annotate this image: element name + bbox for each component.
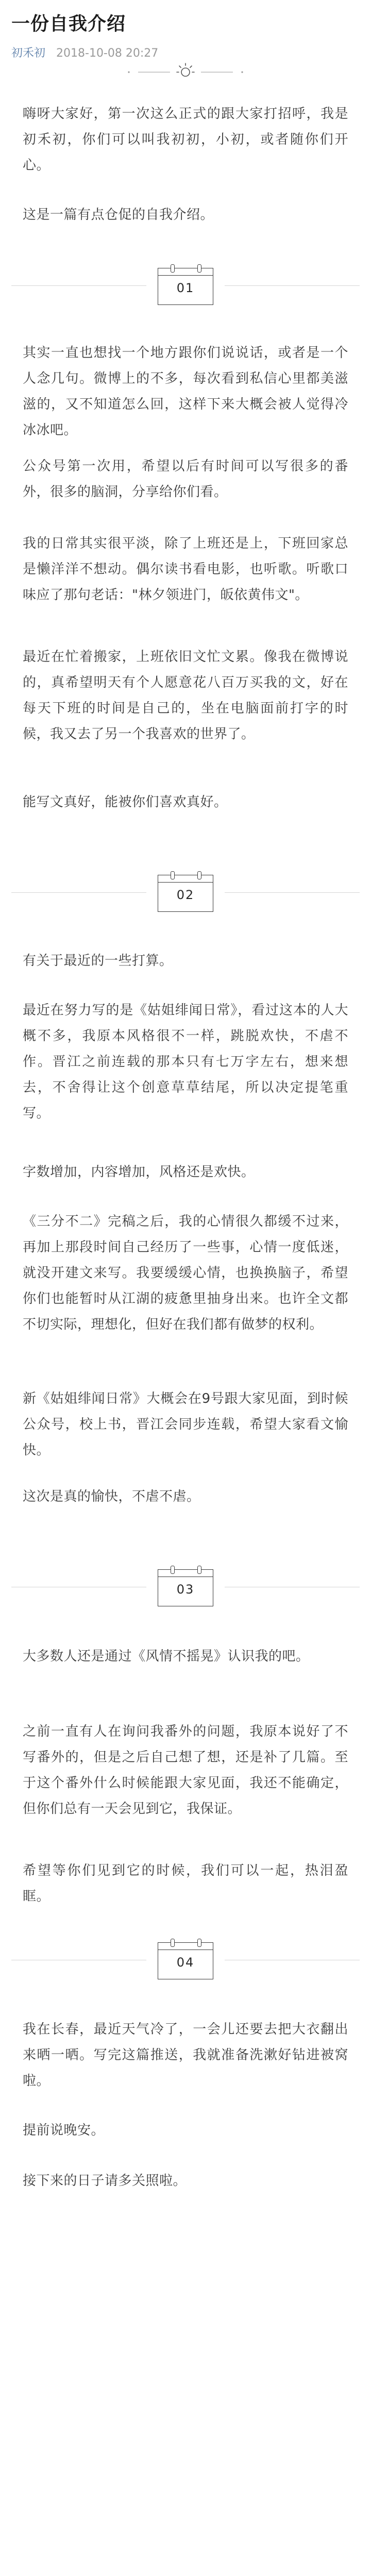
calendar-icon (158, 875, 213, 912)
section-paragraph: 新《姑姐绯闻日常》大概会在9号跟大家见面，到时候公众号，校上书，晋江会同步连载，希望大家看文愉快。 (23, 1391, 348, 1458)
intro-paragraph: 嗨呀大家好，第一次这么正式的跟大家打招呼，我是初禾初，你们可以叫我初初，小初，或者随你们开心。 (23, 106, 348, 173)
article-meta (11, 44, 158, 60)
calendar-icon (158, 1569, 213, 1606)
section-paragraph: 字数增加，内容增加，风格还是欢快。 (23, 1164, 255, 1180)
divider-line (225, 892, 360, 893)
section-paragraph: 大多数人还是通过《风情不摇晃》认识我的吧。 (23, 1649, 310, 1664)
section-paragraph: 我在长春，最近天气冷了，一会儿还要去把大衣翻出来晒一晒。写完这篇推送，我就准备洗漱好钻进被窝啦。 (23, 2022, 348, 2089)
section-header-02 (0, 870, 371, 915)
sun-icon (0, 61, 371, 81)
calendar-icon (158, 1942, 213, 1979)
section-paragraph: 我的日常其实很平淡，除了上班还是上，下班回家总是懒洋洋不想动。偶尔读书看电影，也听歌。听歌口味应了那句老话："林夕领进门，皈依黄伟文"。 (23, 536, 348, 603)
calendar-icon (158, 268, 213, 305)
section-number: 01 (176, 281, 195, 295)
section-number: 04 (176, 1955, 195, 1970)
section-paragraph: 有关于最近的一些打算。 (23, 953, 173, 969)
section-paragraph: 能写文真好，能被你们喜欢真好。 (23, 794, 228, 810)
divider-line (225, 285, 360, 286)
section-paragraph: 《三分不二》完稿之后，我的心情很久都缓不过来，再加上那段时间自己经历了一些事，心情一度低迷，就没开建文来写。我要缓缓心情，也换换脑子，希望你们也能暂时从江湖的疲惫里抽身出来。也许全文都不切实际，理想化，但好在我们都有做梦的权利。 (23, 1214, 348, 1332)
section-paragraph: 提前说晚安。 (23, 2123, 105, 2138)
section-header-04 (0, 1937, 371, 1982)
section-header-03 (0, 1564, 371, 1609)
section-paragraph: 这次是真的愉快，不虐不虐。 (23, 1489, 200, 1504)
divider-line (11, 892, 146, 893)
section-paragraph: 其实一直也想找一个地方跟你们说说话，或者是一个人念几句。微博上的不多，每次看到私信心里都美滋滋的，又不知道怎么回，这样下来大概会被人觉得冷冰冰吧。 (23, 345, 348, 438)
section-paragraph: 希望等你们见到它的时候，我们可以一起，热泪盈眶。 (23, 1863, 348, 1904)
section-paragraph: 之前一直有人在询问我番外的问题，我原本说好了不写番外的，但是之后自己想了想，还是补了几篇。至于这个番外什么时候能跟大家见面，我还不能确定，但你们总有一天会见到它，我保证。 (23, 1724, 348, 1817)
publish-datetime: 2018-10-08 20:27 (56, 47, 159, 60)
section-number: 03 (176, 1582, 195, 1597)
section-paragraph: 最近在努力写的是《姑姐绯闻日常》，看过这本的人大概不多，我原本风格很不一样，跳脱欢快，不虐不作。晋江之前连载的那本只有七万字左右，想来想去，不舍得让这个创意草草结尾，所以决定提笔重写。 (23, 1003, 348, 1121)
section-paragraph: 最近在忙着搬家，上班依旧文忙文累。像我在微博说的，真希望明天有个人愿意花八百万买我的文，好在每天下班的时间是自己的，坐在电脑面前打字的时候，我又去了另一个我喜欢的世界了。 (23, 649, 348, 742)
article-title: 一份自我介绍 (11, 13, 126, 35)
author-link[interactable]: 初禾初 (11, 47, 46, 60)
section-number: 02 (176, 888, 195, 902)
section-paragraph: 公众号第一次用，希望以后有时间可以写很多的番外，很多的脑洞，分享给你们看。 (23, 459, 348, 500)
intro-paragraph: 这是一篇有点仓促的自我介绍。 (23, 207, 214, 223)
divider-line (11, 285, 146, 286)
section-paragraph: 接下来的日子请多关照啦。 (23, 2173, 187, 2189)
section-header-01 (0, 263, 371, 308)
